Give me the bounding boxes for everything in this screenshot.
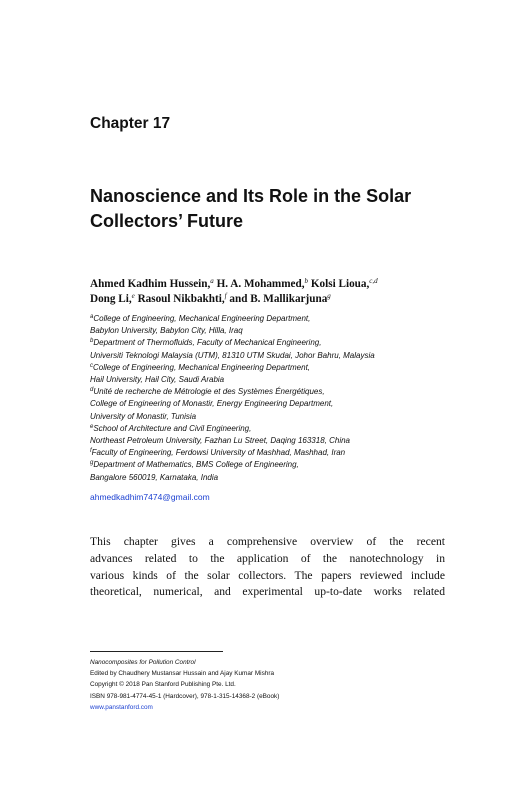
affiliation-text: College of Engineering, Mechanical Engineering Department,	[93, 314, 311, 323]
author-affiliation-mark: e	[131, 292, 135, 300]
affiliation-mark: e	[90, 423, 94, 430]
affiliation-mark: g	[90, 460, 94, 467]
title-line-2: Collectors’ Future	[90, 211, 244, 231]
affiliation-line	[90, 313, 450, 325]
author-name: H. A. Mohammed,	[216, 278, 305, 290]
affiliation-mark: c	[90, 362, 93, 369]
abstract-line: This chapter gives a comprehensive overview of the recent	[90, 535, 445, 548]
affiliation-list	[90, 313, 450, 484]
affiliation-text: Unité de recherche de Métrologie et des Systèmes Énergétiques,	[93, 387, 325, 397]
author-name: Dong Li,	[90, 293, 132, 305]
affiliation-mark: a	[90, 314, 94, 320]
publisher-website-link[interactable]: www.panstanford.com	[90, 703, 153, 711]
affiliation-line	[90, 447, 450, 459]
affiliation-line: Hail University, Hail City, Saudi Arabia	[90, 375, 225, 385]
affiliation-line: University of Monastir, Tunisia	[90, 411, 197, 421]
author-list	[90, 277, 450, 307]
affiliation-line	[90, 362, 450, 374]
author-affiliation-mark: g	[327, 292, 331, 300]
affiliation-line: Babylon University, Babylon City, Hilla, Iraq	[90, 326, 243, 336]
affiliation-line	[90, 423, 450, 435]
abstract-line: theoretical, numerical, and experimental up-to-date works related	[90, 585, 445, 599]
affiliation-mark: b	[90, 338, 94, 345]
affiliation-line: College of Engineering of Monastir, Energy Engineering Department,	[90, 399, 334, 409]
abstract-line: advances related to the application of the nanotechnology in	[90, 551, 445, 565]
author-email-link[interactable]: ahmedkadhim7474@gmail.com	[90, 492, 210, 502]
affiliation-line: Bangalore 560019, Karnataka, India	[90, 472, 219, 482]
book-series-title: Nanocomposites for Pollution Control	[90, 659, 196, 666]
abstract-paragraph	[90, 534, 445, 601]
affiliation-line	[90, 337, 450, 349]
affiliation-text: Department of Mathematics, BMS College of Engineering,	[93, 460, 299, 470]
author-name: Ahmed Kadhim Hussein,	[90, 278, 211, 290]
author-name: Kolsi Lioua,	[310, 278, 370, 290]
author-affiliation-mark: b	[304, 277, 309, 285]
affiliation-line	[90, 459, 450, 471]
chapter-title	[90, 184, 470, 234]
affiliation-text: Department of Thermofluids, Faculty of Mechanical Engineering,	[93, 338, 322, 348]
affiliation-text: School of Architecture and Civil Engineering,	[93, 423, 252, 433]
title-line-1: Nanoscience and Its Role in the Solar	[90, 186, 412, 206]
footnote-divider	[90, 651, 223, 652]
affiliation-line	[90, 386, 450, 398]
abstract-line: various kinds of the solar collectors. The papers reviewed include	[90, 568, 445, 582]
author-affiliation-mark: a	[210, 277, 214, 285]
isbn-line: ISBN 978-981-4774-45-1 (Hardcover), 978-1-315-14368-2 (eBook)	[90, 692, 280, 700]
affiliation-mark: d	[90, 387, 94, 394]
author-name: Rasoul Nikbakhti,	[137, 293, 225, 305]
chapter-label: Chapter 17	[90, 115, 171, 132]
affiliation-text: Faculty of Engineering, Ferdowsi University of Mashhad, Mashhad, Iran	[91, 448, 346, 458]
author-affiliation-mark: f	[224, 292, 227, 300]
affiliation-line: Universiti Teknologi Malaysia (UTM), 81310 UTM Skudai, Johor Bahru, Malaysia	[90, 350, 375, 360]
author-line-2	[90, 292, 450, 307]
copyright-line: Copyright © 2018 Pan Stanford Publishing Pte. Ltd.	[90, 681, 236, 689]
author-name: and B. Mallikarjuna	[229, 293, 328, 305]
affiliation-mark: f	[90, 448, 92, 455]
affiliation-line: Northeast Petroleum University, Fazhan Lu Street, Daqing 163318, China	[90, 436, 350, 446]
affiliation-text: College of Engineering, Mechanical Engineering Department,	[93, 362, 311, 372]
editors-line: Edited by Chaudhery Mustansar Hussain and Ajay Kumar Mishra	[90, 670, 274, 678]
publication-footer	[90, 657, 279, 713]
author-line-1	[90, 277, 450, 292]
author-affiliation-mark: c,d	[369, 277, 378, 285]
